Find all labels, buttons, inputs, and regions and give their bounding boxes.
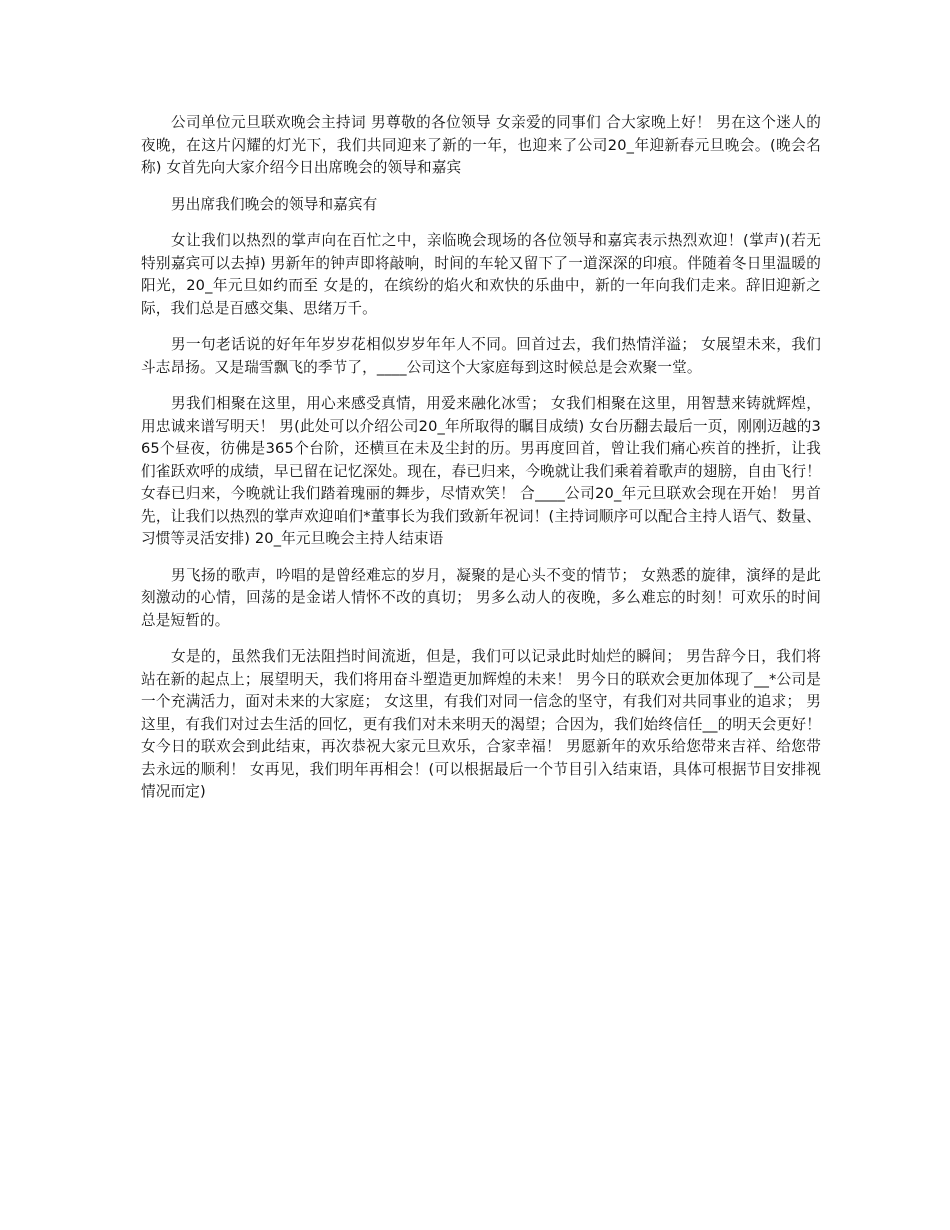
- paragraph-reflection: 男一句老话说的好年年岁岁花相似岁岁年年人不同。回首过去，我们热情洋溢； 女展望未来，我们斗志昂扬。又是瑞雪飘飞的季节了，____公司这个大家庭每到这时候总是会欢聚一堂。: [141, 336, 821, 376]
- document-body: [141, 112, 821, 818]
- paragraph-farewell: 女是的，虽然我们无法阻挡时间流逝，但是，我们可以记录此时灿烂的瞬间； 男告辞今日，我们将站在新的起点上；展望明天，我们将用奋斗塑造更加辉煌的未来！ 男今日的联欢会更加体现了__*公司是一个充满活力，面对未来的大家庭； 女这里，有我们对同一信念的坚守，有我们对共同事业的追求； 男这里，有我们对过去生活的回忆，更有我们对未来明天的渴望；合因为，我们始终信任__的明天会更好！ 女今日的联欢会到此结束，再次恭祝大家元旦欢乐，合家幸福！ 男愿新年的欢乐给您带来吉祥、给您带去永远的顺利！ 女再见，我们明年再相会！(可以根据最后一个节目引入结束语，具体可根据节目安排视情况而定): [141, 648, 821, 800]
- paragraph-closing-song: 男飞扬的歌声，吟唱的是曾经难忘的岁月，凝聚的是心头不变的情节； 女熟悉的旋律，演绎的是此刻激动的心情，回荡的是金诺人情怀不改的真切； 男多么动人的夜晚，多么难忘的时刻！可欢乐的时间总是短暂的。: [141, 566, 821, 629]
- paragraph-gathering: 男我们相聚在这里，用心来感受真情，用爱来融化冰雪； 女我们相聚在这里，用智慧来铸就辉煌，用忠诚来谱写明天！ 男(此处可以介绍公司20_年所取得的瞩目成绩) 女台历翻去最后一页，刚刚迈越的365个昼夜，彷佛是365个台阶，还横亘在未及尘封的历。男再度回首，曾让我们痛心疾首的挫折，让我们雀跃欢呼的成绩，早已留在记忆深处。现在，春已归来，今晚就让我们乘着着歌声的翅膀，自由飞行！ 女春已归来，今晚就让我们踏着瑰丽的舞步，尽情欢笑！ 合____公司20_年元旦联欢会现在开始！ 男首先，让我们以热烈的掌声欢迎咱们*董事长为我们致新年祝词！(主持词顺序可以配合主持人语气、数量、习惯等灵活安排) 20_年元旦晚会主持人结束语: [141, 395, 821, 547]
- paragraph-guests: 男出席我们晚会的领导和嘉宾有: [171, 195, 378, 213]
- paragraph-opening: 公司单位元旦联欢晚会主持词 男尊敬的各位领导 女亲爱的同事们 合大家晚上好！ 男在这个迷人的夜晚，在这片闪耀的灯光下，我们共同迎来了新的一年，也迎来了公司20_年迎新春元旦晚会。(晚会名称) 女首先向大家介绍今日出席晚会的领导和嘉宾: [141, 114, 821, 176]
- paragraph-welcome: 女让我们以热烈的掌声向在百忙之中，亲临晚会现场的各位领导和嘉宾表示热烈欢迎！(掌声)(若无特别嘉宾可以去掉) 男新年的钟声即将敲响，时间的车轮又留下了一道深深的印痕。伴随着冬日里温暖的阳光，20_年元旦如约而至 女是的，在缤纷的焰火和欢快的乐曲中，新的一年向我们走来。辞旧迎新之际，我们总是百感交集、思绪万千。: [141, 232, 821, 317]
